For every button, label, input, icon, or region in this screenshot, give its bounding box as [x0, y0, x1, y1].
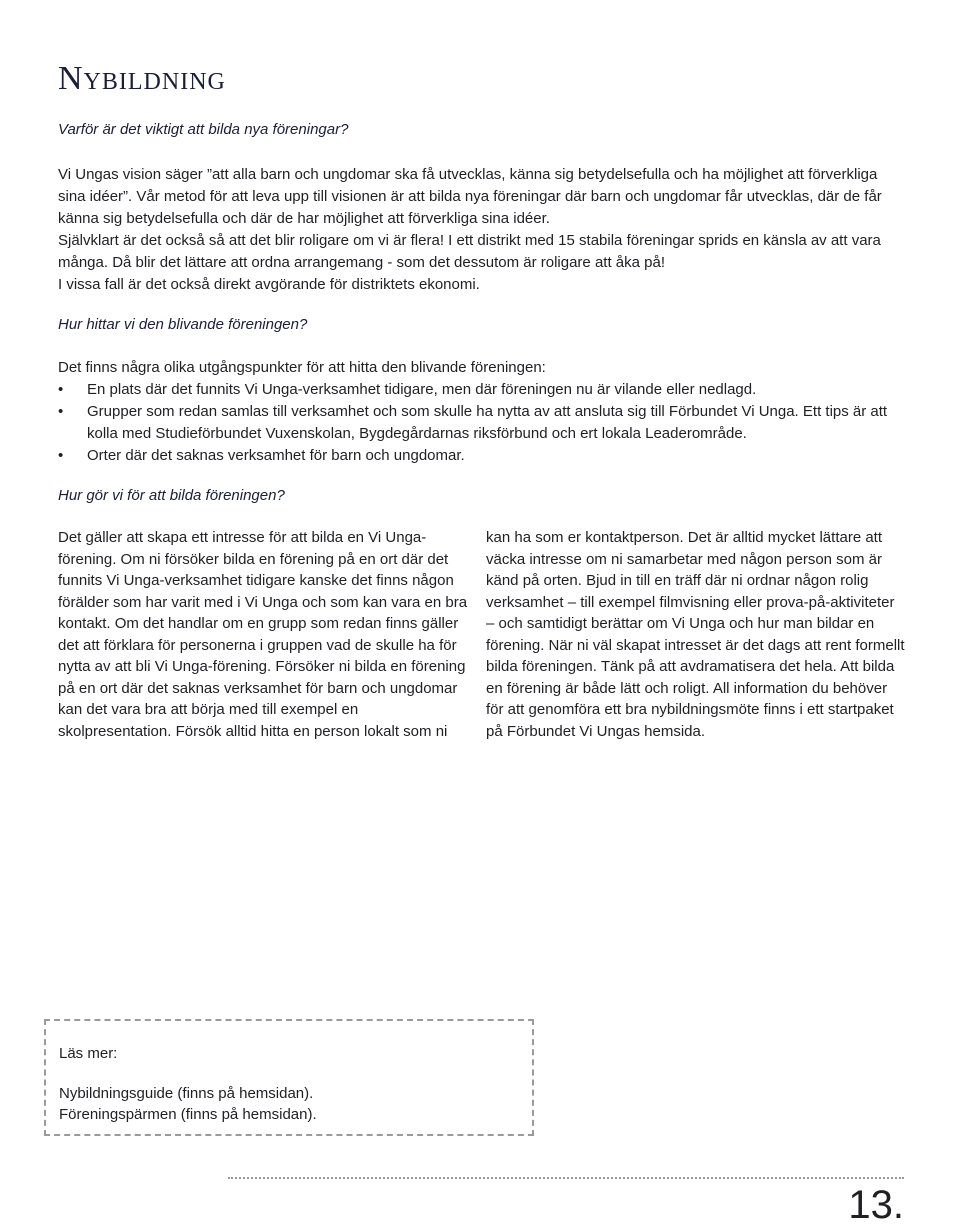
section-question-why: Varför är det viktigt att bilda nya föreningar? — [58, 121, 349, 138]
economy-paragraph: I vissa fall är det också direkt avgörande för distriktets ekonomi. — [58, 276, 480, 293]
vision-paragraph: Vi Ungas vision säger ”att alla barn och ungdomar ska få utvecklas, känna sig betydelsefulla och ha möjlighet att förverkliga sina idéer”. Vår metod för att leva upp till visionen är att bilda nya föreningar där barn och ungdomar får utvecklas, där de får känna sig betydelsefulla och där de har möjlighet att förverkliga sina idéer. — [58, 166, 882, 227]
read-more-item: Föreningspärmen (finns på hemsidan). — [59, 1106, 317, 1123]
list-item-text: En plats där det funnits Vi Unga-verksamhet tidigare, men där föreningen nu är vilande eller nedlagd. — [87, 381, 757, 398]
footer-divider — [228, 1177, 904, 1179]
find-intro: Det finns några olika utgångspunkter för att hitta den blivande föreningen: — [58, 359, 546, 376]
bullet-icon: • — [58, 381, 64, 398]
list-item — [58, 445, 908, 467]
read-more-list — [59, 1083, 317, 1125]
section-question-how: Hur gör vi för att bilda föreningen? — [58, 487, 285, 504]
list-item — [58, 379, 908, 401]
read-more-heading: Läs mer: — [59, 1045, 118, 1062]
how-left-column: Det gäller att skapa ett intresse för att bilda en Vi Unga-förening. Om ni försöker bilda en förening på en ort där det funnits Vi Unga-verksamhet tidigare kanske det finns någon förälder som har varit med i Vi Unga och som kan vara en bra kontakt. Om det handlar om en grupp som redan finns gäller det att förklara för personerna i gruppen vad de skulle ha för nytta av att bli Vi Unga-förening. Försöker ni bilda en förening på en ort där det saknas verksamhet för barn och ungdomar kan det vara bra att börja med till exempel en skolpresentation. Försök alltid hitta en person lokalt som ni — [58, 529, 468, 740]
section-why-body — [58, 164, 908, 296]
how-right-column: kan ha som er kontaktperson. Det är alltid mycket lättare att väcka intresse om ni samarbetar med någon person som är känd på orten. Bjud in till en träff där ni ordnar någon rolig verksamhet – till exempel filmvisning eller prova-på-aktiviteter – och samtidigt berättar om Vi Unga och hur man bildar en förening. När ni väl skapat intresset är det dags att rent formellt bilda föreningen. Tänk på att avdramatisera det hela. Att bilda en förening är både lätt och roligt. All information du behöver för att genomföra ett bra nybildningsmöte finns i ett startpaket på Förbundet Vi Ungas hemsida. — [486, 529, 905, 740]
starting-points-list — [58, 379, 908, 467]
page-number: 13. — [848, 1183, 904, 1227]
bullet-icon: • — [58, 447, 64, 464]
bullet-icon: • — [58, 403, 64, 420]
list-item-text: Grupper som redan samlas till verksamhet och som skulle ha nytta av att ansluta sig till Förbundet Vi Unga. Ett tips är att kolla med Studieförbundet Vuxenskolan, Bygdegårdarnas riksförbund och ert lokala Leaderområde. — [87, 403, 888, 442]
read-more-box — [44, 1019, 534, 1136]
read-more-item: Nybildningsguide (finns på hemsidan). — [59, 1085, 314, 1102]
page-title: Nybildning — [58, 60, 226, 97]
list-item — [58, 401, 908, 445]
section-question-find: Hur hittar vi den blivande föreningen? — [58, 316, 308, 333]
list-item-text: Orter där det saknas verksamhet för barn och ungdomar. — [87, 447, 465, 464]
fun-paragraph: Självklart är det också så att det blir roligare om vi är flera! I ett distrikt med 15 stabila föreningar sprids en känsla av att vara många. Då blir det lättare att ordna arrangemang - som det dessutom är roligare att åka på! — [58, 232, 881, 271]
